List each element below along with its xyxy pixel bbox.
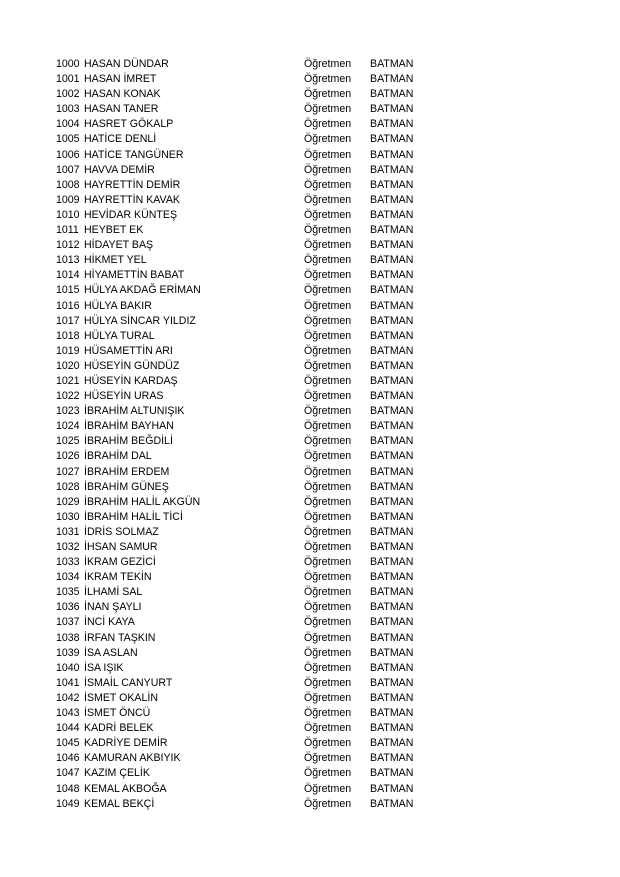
list-row — [56, 102, 476, 117]
job-title: Öğretmen — [304, 525, 352, 538]
row-number: 1022 — [56, 390, 80, 403]
person-name: KEMAL BEKÇİ — [84, 797, 155, 810]
city-name: BATMAN — [370, 737, 414, 750]
city-name: BATMAN — [370, 254, 414, 267]
job-title: Öğretmen — [304, 58, 352, 70]
person-name: KAMURAN AKBIYIK — [84, 752, 181, 765]
job-title: Öğretmen — [304, 435, 352, 448]
list-row — [56, 782, 476, 797]
city-name: BATMAN — [370, 707, 414, 720]
list-row — [56, 510, 476, 525]
job-title: Öğretmen — [304, 374, 352, 387]
job-title: Öğretmen — [304, 329, 352, 342]
row-number: 1028 — [56, 480, 80, 493]
city-name: BATMAN — [370, 284, 414, 297]
job-title: Öğretmen — [304, 767, 352, 780]
row-number: 1015 — [56, 284, 80, 297]
row-number: 1026 — [56, 450, 80, 463]
job-title: Öğretmen — [304, 495, 352, 508]
job-title: Öğretmen — [304, 631, 352, 644]
person-name: HÜLYA AKDAĞ ERİMAN — [84, 284, 201, 297]
job-title: Öğretmen — [304, 193, 352, 206]
person-name: HATİCE TANGÜNER — [84, 148, 184, 161]
person-name: HASRET GÖKALP — [84, 118, 174, 131]
job-title: Öğretmen — [304, 88, 352, 101]
list-row — [56, 374, 476, 389]
city-name: BATMAN — [370, 224, 414, 237]
person-name: İSMET ÖNCÜ — [84, 707, 151, 720]
job-title: Öğretmen — [304, 344, 352, 357]
person-name: İBRAHİM HALİL AKGÜN — [84, 495, 201, 508]
city-name: BATMAN — [370, 118, 414, 131]
city-name: BATMAN — [370, 299, 414, 312]
city-name: BATMAN — [370, 450, 414, 463]
row-number: 1021 — [56, 374, 80, 387]
list-row — [56, 631, 476, 646]
job-title: Öğretmen — [304, 646, 352, 659]
job-title: Öğretmen — [304, 148, 352, 161]
job-title: Öğretmen — [304, 239, 352, 252]
row-number: 1047 — [56, 767, 80, 780]
city-name: BATMAN — [370, 148, 414, 161]
person-name: KEMAL AKBOĞA — [84, 782, 167, 795]
row-number: 1039 — [56, 646, 80, 659]
person-name: KADRİ BELEK — [84, 722, 154, 735]
row-number: 1027 — [56, 465, 80, 478]
row-number: 1031 — [56, 525, 80, 538]
job-title: Öğretmen — [304, 208, 352, 221]
row-number: 1004 — [56, 118, 80, 131]
list-row — [56, 283, 476, 298]
job-title: Öğretmen — [304, 616, 352, 629]
job-title: Öğretmen — [304, 314, 352, 327]
person-name: HÜSAMETTİN ARI — [84, 344, 173, 357]
city-name: BATMAN — [370, 374, 414, 387]
job-title: Öğretmen — [304, 510, 352, 523]
city-name: BATMAN — [370, 480, 414, 493]
list-row — [56, 676, 476, 691]
person-name: HİYAMETTİN BABAT — [84, 269, 185, 282]
job-title: Öğretmen — [304, 752, 352, 765]
list-row — [56, 404, 476, 419]
job-title: Öğretmen — [304, 133, 352, 146]
list-row — [56, 148, 476, 163]
city-name: BATMAN — [370, 178, 414, 191]
city-name: BATMAN — [370, 782, 414, 795]
row-number: 1008 — [56, 178, 80, 191]
list-row — [56, 329, 476, 344]
list-row — [56, 344, 476, 359]
job-title: Öğretmen — [304, 691, 352, 704]
job-title: Öğretmen — [304, 163, 352, 176]
person-name: İBRAHİM BAYHAN — [84, 420, 174, 433]
person-name: HASAN KONAK — [84, 88, 161, 101]
row-number: 1044 — [56, 722, 80, 735]
city-name: BATMAN — [370, 465, 414, 478]
city-name: BATMAN — [370, 722, 414, 735]
list-row — [56, 193, 476, 208]
city-name: BATMAN — [370, 193, 414, 206]
job-title: Öğretmen — [304, 722, 352, 735]
list-row — [56, 525, 476, 540]
city-name: BATMAN — [370, 571, 414, 584]
list-row — [56, 72, 476, 87]
list-row — [56, 495, 476, 510]
job-title: Öğretmen — [304, 269, 352, 282]
person-name: İKRAM GEZİCİ — [84, 556, 156, 569]
row-number: 1010 — [56, 208, 80, 221]
row-number: 1019 — [56, 344, 80, 357]
list-row — [56, 721, 476, 736]
list-row — [56, 389, 476, 404]
list-row — [56, 359, 476, 374]
list-row — [56, 736, 476, 751]
city-name: BATMAN — [370, 239, 414, 252]
person-name: KAZIM ÇELİK — [84, 767, 150, 780]
row-number: 1003 — [56, 103, 80, 116]
city-name: BATMAN — [370, 58, 414, 70]
list-row — [56, 314, 476, 329]
city-name: BATMAN — [370, 435, 414, 448]
job-title: Öğretmen — [304, 450, 352, 463]
row-number: 1011 — [56, 224, 79, 237]
city-name: BATMAN — [370, 390, 414, 403]
row-number: 1012 — [56, 239, 80, 252]
person-name: İBRAHİM GÜNEŞ — [84, 480, 169, 493]
row-number: 1006 — [56, 148, 80, 161]
job-title: Öğretmen — [304, 224, 352, 237]
list-row — [56, 646, 476, 661]
person-name: HASAN İMRET — [84, 73, 157, 86]
list-row — [56, 766, 476, 781]
list-row — [56, 117, 476, 132]
city-name: BATMAN — [370, 691, 414, 704]
job-title: Öğretmen — [304, 178, 352, 191]
person-name: İSA IŞIK — [84, 661, 124, 674]
person-name: HASAN TANER — [84, 103, 159, 116]
job-title: Öğretmen — [304, 299, 352, 312]
city-name: BATMAN — [370, 495, 414, 508]
city-name: BATMAN — [370, 163, 414, 176]
row-number: 1009 — [56, 193, 80, 206]
job-title: Öğretmen — [304, 661, 352, 674]
row-number: 1046 — [56, 752, 80, 765]
person-name: İDRİS SOLMAZ — [84, 525, 159, 538]
job-title: Öğretmen — [304, 556, 352, 569]
person-name: İBRAHİM BEĞDİLİ — [84, 435, 173, 448]
row-number: 1013 — [56, 254, 80, 267]
city-name: BATMAN — [370, 767, 414, 780]
person-name: HAVVA DEMİR — [84, 163, 155, 176]
person-name: İNCİ KAYA — [84, 616, 135, 629]
row-number: 1016 — [56, 299, 80, 312]
row-number: 1014 — [56, 269, 80, 282]
person-name: HASAN DÜNDAR — [84, 58, 169, 70]
job-title: Öğretmen — [304, 797, 352, 810]
row-number: 1005 — [56, 133, 80, 146]
job-title: Öğretmen — [304, 254, 352, 267]
city-name: BATMAN — [370, 631, 414, 644]
row-number: 1017 — [56, 314, 80, 327]
job-title: Öğretmen — [304, 571, 352, 584]
city-name: BATMAN — [370, 88, 414, 101]
row-number: 1029 — [56, 495, 80, 508]
city-name: BATMAN — [370, 525, 414, 538]
list-row — [56, 585, 476, 600]
list-row — [56, 87, 476, 102]
list-row — [56, 465, 476, 480]
city-name: BATMAN — [370, 646, 414, 659]
person-name: İSMAİL CANYURT — [84, 676, 173, 689]
person-name: HÜSEYİN URAS — [84, 390, 164, 403]
list-row — [56, 570, 476, 585]
teacher-list — [56, 57, 476, 812]
list-row — [56, 706, 476, 721]
person-name: HEYBET EK — [84, 224, 144, 237]
person-name: İBRAHİM DAL — [84, 450, 152, 463]
row-number: 1000 — [56, 58, 80, 70]
person-name: HAYRETTİN KAVAK — [84, 193, 180, 206]
row-number: 1001 — [56, 73, 80, 86]
city-name: BATMAN — [370, 676, 414, 689]
row-number: 1040 — [56, 661, 80, 674]
list-row — [56, 600, 476, 615]
list-row — [56, 253, 476, 268]
list-row — [56, 268, 476, 283]
person-name: İHSAN SAMUR — [84, 541, 158, 553]
city-name: BATMAN — [370, 616, 414, 629]
person-name: HATİCE DENLİ — [84, 133, 157, 146]
row-number: 1036 — [56, 601, 80, 614]
job-title: Öğretmen — [304, 405, 352, 418]
job-title: Öğretmen — [304, 73, 352, 86]
row-number: 1032 — [56, 541, 80, 553]
list-row — [56, 797, 476, 812]
list-row — [56, 208, 476, 223]
city-name: BATMAN — [370, 73, 414, 86]
list-row — [56, 661, 476, 676]
row-number: 1037 — [56, 616, 80, 629]
row-number: 1033 — [56, 556, 80, 569]
person-name: İBRAHİM HALİL TİCİ — [84, 510, 183, 523]
job-title: Öğretmen — [304, 103, 352, 116]
city-name: BATMAN — [370, 344, 414, 357]
row-number: 1025 — [56, 435, 80, 448]
job-title: Öğretmen — [304, 420, 352, 433]
list-row — [56, 480, 476, 495]
job-title: Öğretmen — [304, 586, 352, 599]
row-number: 1030 — [56, 510, 80, 523]
city-name: BATMAN — [370, 269, 414, 282]
job-title: Öğretmen — [304, 676, 352, 689]
city-name: BATMAN — [370, 797, 414, 810]
person-name: İSMET OKALİN — [84, 691, 158, 704]
row-number: 1002 — [56, 88, 80, 101]
person-name: HÜLYA SİNCAR YILDIZ — [84, 314, 196, 327]
list-row — [56, 132, 476, 147]
person-name: HAYRETTİN DEMİR — [84, 178, 181, 191]
list-row — [56, 223, 476, 238]
job-title: Öğretmen — [304, 118, 352, 131]
city-name: BATMAN — [370, 752, 414, 765]
person-name: İNAN ŞAYLI — [84, 601, 142, 614]
city-name: BATMAN — [370, 329, 414, 342]
list-row — [56, 238, 476, 253]
person-name: İRFAN TAŞKIN — [84, 631, 156, 644]
person-name: İKRAM TEKİN — [84, 571, 152, 584]
job-title: Öğretmen — [304, 480, 352, 493]
row-number: 1007 — [56, 163, 80, 176]
list-row — [56, 449, 476, 464]
person-name: HEVİDAR KÜNTEŞ — [84, 208, 178, 221]
city-name: BATMAN — [370, 661, 414, 674]
row-number: 1024 — [56, 420, 80, 433]
job-title: Öğretmen — [304, 707, 352, 720]
list-row — [56, 555, 476, 570]
row-number: 1038 — [56, 631, 80, 644]
person-name: KADRİYE DEMİR — [84, 737, 168, 750]
person-name: HÜLYA TURAL — [84, 329, 155, 342]
job-title: Öğretmen — [304, 541, 352, 553]
city-name: BATMAN — [370, 359, 414, 372]
row-number: 1018 — [56, 329, 80, 342]
list-row — [56, 691, 476, 706]
person-name: İBRAHİM ERDEM — [84, 465, 170, 478]
row-number: 1042 — [56, 691, 80, 704]
row-number: 1034 — [56, 571, 80, 584]
row-number: 1035 — [56, 586, 80, 599]
row-number: 1020 — [56, 359, 80, 372]
job-title: Öğretmen — [304, 359, 352, 372]
list-row — [56, 163, 476, 178]
person-name: HÜSEYİN KARDAŞ — [84, 374, 178, 387]
row-number: 1041 — [56, 676, 80, 689]
person-name: İLHAMİ SAL — [84, 586, 143, 599]
person-name: HÜLYA BAKIR — [84, 299, 152, 312]
city-name: BATMAN — [370, 405, 414, 418]
list-row — [56, 540, 476, 555]
list-row — [56, 434, 476, 449]
city-name: BATMAN — [370, 586, 414, 599]
job-title: Öğretmen — [304, 737, 352, 750]
list-row — [56, 419, 476, 434]
person-name: HİKMET YEL — [84, 254, 147, 267]
city-name: BATMAN — [370, 103, 414, 116]
person-name: İSA ASLAN — [84, 646, 138, 659]
list-row — [56, 751, 476, 766]
row-number: 1043 — [56, 707, 80, 720]
list-row — [56, 615, 476, 630]
row-number: 1049 — [56, 797, 80, 810]
city-name: BATMAN — [370, 541, 414, 553]
job-title: Öğretmen — [304, 390, 352, 403]
list-row — [56, 57, 476, 72]
city-name: BATMAN — [370, 601, 414, 614]
person-name: HİDAYET BAŞ — [84, 239, 154, 252]
job-title: Öğretmen — [304, 601, 352, 614]
person-name: HÜSEYİN GÜNDÜZ — [84, 359, 180, 372]
person-name: İBRAHİM ALTUNIŞIK — [84, 405, 185, 418]
city-name: BATMAN — [370, 314, 414, 327]
city-name: BATMAN — [370, 208, 414, 221]
row-number: 1045 — [56, 737, 80, 750]
city-name: BATMAN — [370, 420, 414, 433]
city-name: BATMAN — [370, 133, 414, 146]
row-number: 1023 — [56, 405, 80, 418]
job-title: Öğretmen — [304, 465, 352, 478]
row-number: 1048 — [56, 782, 80, 795]
city-name: BATMAN — [370, 556, 414, 569]
job-title: Öğretmen — [304, 782, 352, 795]
list-row — [56, 178, 476, 193]
list-row — [56, 299, 476, 314]
city-name: BATMAN — [370, 510, 414, 523]
job-title: Öğretmen — [304, 284, 352, 297]
